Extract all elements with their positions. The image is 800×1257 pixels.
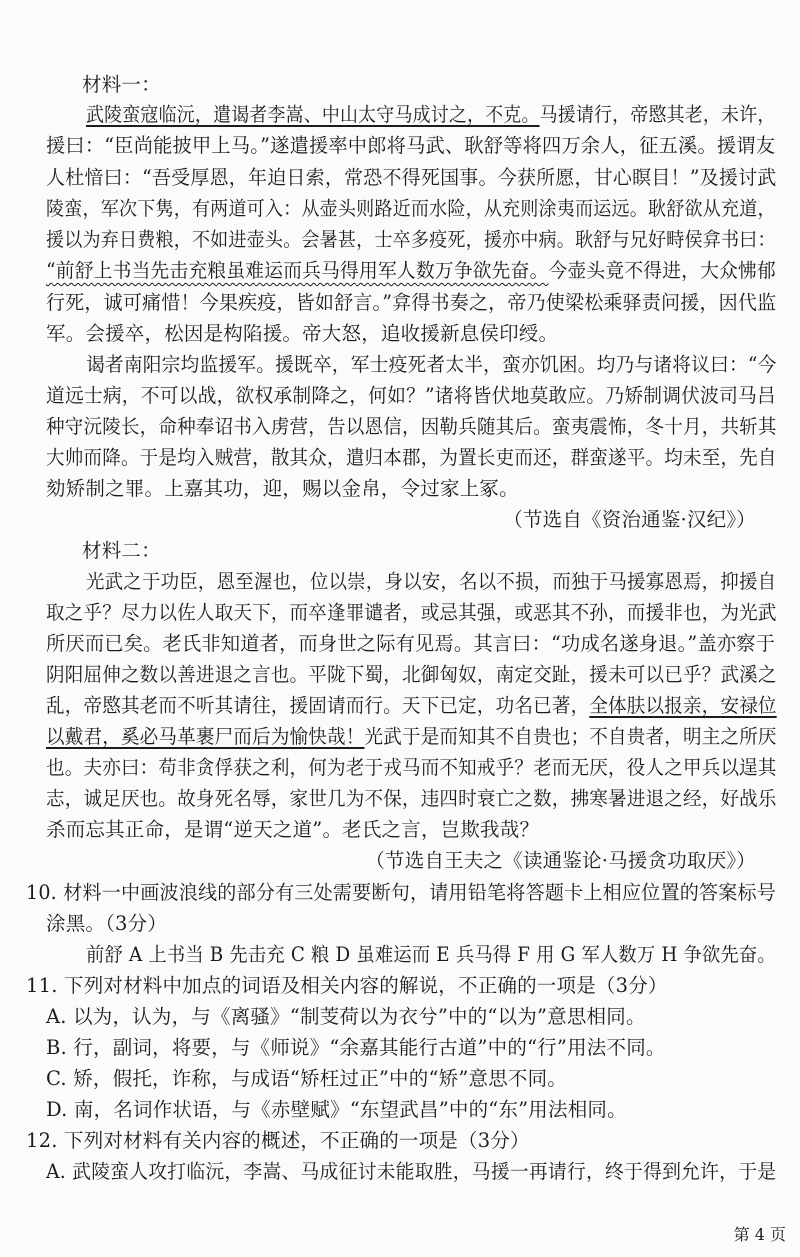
underlined-sentence: 以戴君，奚必马革裹尸而后为愉快哉！ xyxy=(46,725,365,748)
material-two-line-6: 以戴君，奚必马革裹尸而后为愉快哉！光武于是而知其不自贵也；不自贵者，明主之所厌 xyxy=(46,725,777,748)
material-one-line-13: 劾矫制之罪。上嘉其功，迎，赐以金帛，令过家上冢。 xyxy=(46,477,519,500)
underlined-sentence: 武陵蛮寇临沅，遣谒者李嵩、中山太守马成讨之，不克。 xyxy=(86,103,540,126)
question-12-option-a: A. 武陵蛮人攻打临沅，李嵩、马成征讨未能取胜，马援一再请行，终于得到允许，于是 xyxy=(46,1160,777,1183)
material-two-line-1: 光武之于功臣，恩至渥也，位以崇，身以安，名以不损，而独于马援寡恩焉，抑援自 xyxy=(86,570,777,593)
material-two-line-3: 所厌而已矣。老氏非知道者，而身世之际有见焉。其言曰：“功成名遂身退。”盖亦察于 xyxy=(46,632,776,655)
question-10-options: 前舒 A 上书当 B 先击充 C 粮 D 虽难运而 E 兵马得 F 用 G 军人数万 H 争欲先奋。 xyxy=(86,943,776,966)
material-one-line-9: 谒者南阳宗均监援军。援既卒，军士疫死者太半，蛮亦饥困。均乃与诸将议曰：“今 xyxy=(86,353,777,376)
material-two-line-2: 取之乎？尽力以佐人取天下，而卒逢罪谴者，或忌其强，或恶其不孙，而援非也，为光武 xyxy=(46,601,777,624)
material-two-heading: 材料二： xyxy=(82,539,161,562)
material-one-line-5: 援以为弃日费粮，不如进壶头。会暑甚，士卒多疫死，援亦中病。耿舒与兄好畤侯弇书曰： xyxy=(46,228,776,251)
material-one-line-6: “前舒上书当先击充粮虽难运而兵马得用军人数万争欲先奋。今壶头竟不得进，大众怫郁 xyxy=(46,259,776,282)
material-one-line-10: 道远士病，不可以战，欲权承制降之，何如？”诸将皆伏地莫敢应。乃矫制调伏波司马吕 xyxy=(46,384,776,407)
material-two-line-9: 杀而忘其正命，是谓“逆天之道”。老氏之言，岂欺我哉？ xyxy=(46,818,540,841)
material-one-line-7: 行死，诚可痛惜！今果疾疫，皆如舒言。”弇得书奏之，帝乃使梁松乘驿责问援，因代监 xyxy=(46,291,777,314)
question-11-option-b: B. 行，副词，将要，与《师说》“余嘉其能行古道”中的“行”用法不同。 xyxy=(46,1036,666,1059)
material-two-line-7: 也。夫亦曰：苟非贪俘获之利，何为老于戎马而不知戒乎？老而无厌，役人之甲兵以逞其 xyxy=(46,756,777,779)
material-one-line-11: 种守沅陵长，命种奉诏书入虏营，告以恩信，因勒兵随其后。蛮夷震怖，冬十月，共斩其 xyxy=(46,415,777,438)
wavy-underlined-sentence: “前舒上书当先击充粮虽难运而兵马得用军人数万争欲先奋。 xyxy=(46,259,549,282)
underlined-sentence: 全体肤以报亲，安禄位 xyxy=(589,694,777,717)
material-one-line-1: 武陵蛮寇临沅，遣谒者李嵩、中山太守马成讨之，不克。马援请行，帝愍其老，未许， xyxy=(86,103,776,126)
material-one-heading: 材料一： xyxy=(82,73,161,96)
question-11-option-d: D. 南，名词作状语，与《赤壁赋》“东望武昌”中的“东”用法相同。 xyxy=(46,1098,627,1121)
material-one-line-8: 军。会援卒，松因是构陷援。帝大怒，追收援新息侯印绶。 xyxy=(46,322,559,345)
material-two-line-4: 阴阳屈伸之数以善进退之言也。平陇下蜀，北御匈奴，南定交趾，援未可以已乎？武溪之 xyxy=(46,663,777,686)
question-11-option-c: C. 矫，假托，诈称，与成语“矫枉过正”中的“矫”意思不同。 xyxy=(46,1067,567,1090)
material-one-line-3: 人杜愔曰：“吾受厚恩，年迫日索，常恐不得死国事。今获所愿，甘心瞑目！”及援讨武 xyxy=(46,166,777,189)
material-two-line-8: 志，诚足厌也。故身死名辱，家世几为不保，违四时衰亡之数，拂寒暑进退之经，好战乐 xyxy=(46,787,777,810)
material-one-line-2: 援曰：“臣尚能披甲上马。”遂遣援率中郎将马武、耿舒等将四万余人，征五溪。援谓友 xyxy=(46,134,776,157)
page-number: 第 4 页 xyxy=(733,1225,786,1244)
question-12-stem: 12. 下列对材料有关内容的概述，不正确的一项是（3分） xyxy=(26,1129,530,1152)
question-10-stem-cont: 涂黑。（3分） xyxy=(46,912,168,935)
material-one-source: （节选自《资治通鉴·汉纪》） xyxy=(503,508,756,531)
material-two-source: （节选自王夫之《读通鉴论·马援贪功取厌》） xyxy=(365,849,756,872)
question-11-stem: 11. 下列对材料中加点的词语及相关内容的解说，不正确的一项是（3分） xyxy=(26,974,668,997)
material-one-line-4: 陵蛮，军次下隽，有两道可入：从壶头则路近而水险，从充则涂夷而运远。耿舒欲从充道， xyxy=(46,197,776,220)
material-two-line-5: 乱，帝愍其老而不听其请往，援固请而行。天下已定，功名已著，全体肤以报亲，安禄位 xyxy=(46,694,777,717)
question-10-stem: 10. 材料一中画波浪线的部分有三处需要断句，请用铅笔将答题卡上相应位置的答案标号 xyxy=(26,881,777,904)
question-11-option-a: A. 以为，认为，与《离骚》“制芰荷以为衣兮”中的“以为”意思相同。 xyxy=(46,1005,646,1028)
material-one-line-12: 大帅而降。于是均入贼营，散其众，遣归本郡，为置长吏而还，群蛮遂平。均未至，先自 xyxy=(46,446,777,469)
